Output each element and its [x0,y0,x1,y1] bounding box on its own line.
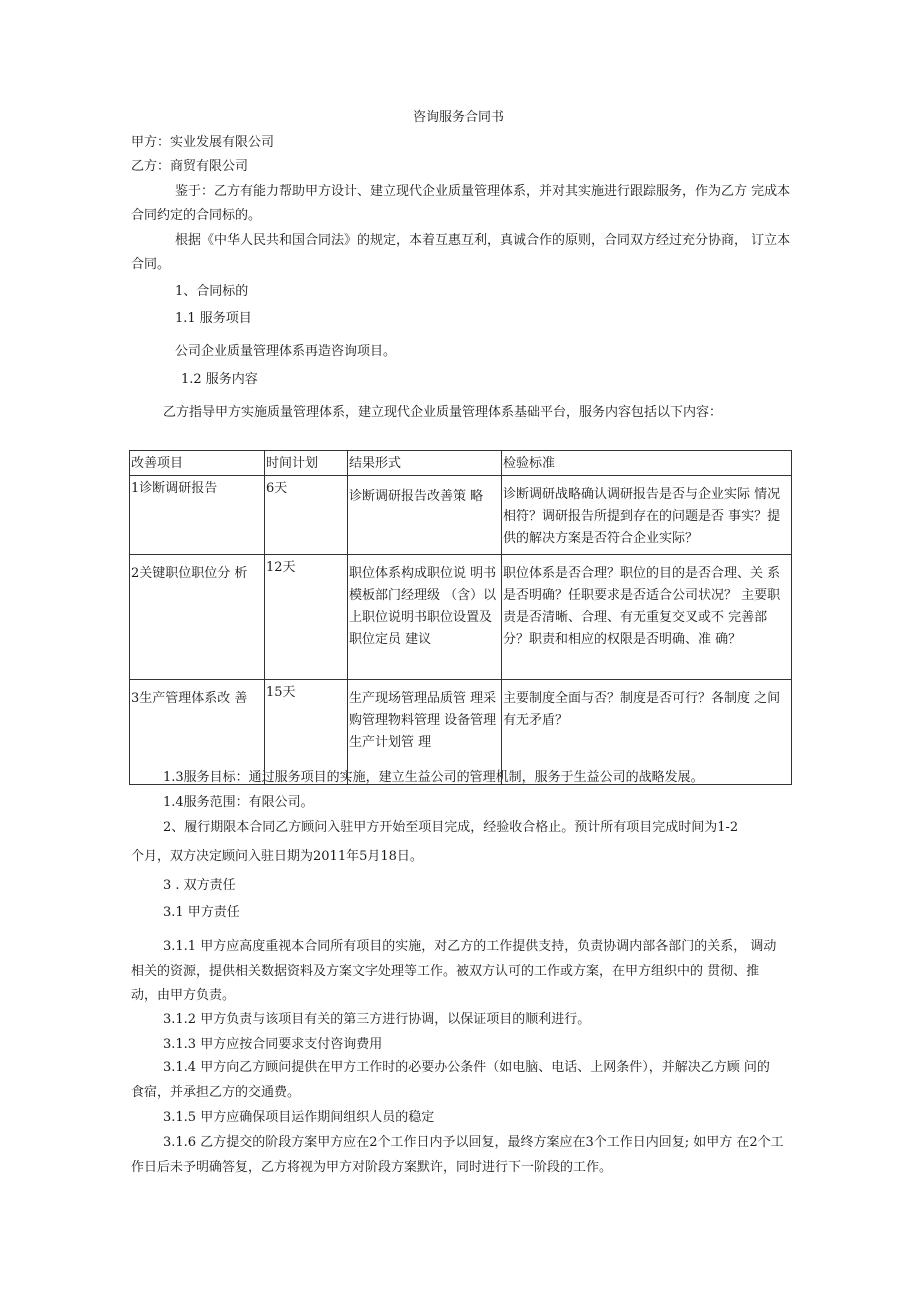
row-item: 2关键职位职位分 析 [130,555,265,680]
row-time: 12天 [265,555,348,680]
header-result: 结果形式 [348,451,502,476]
party-a-line: 甲方：实业发展有限公司 [131,135,275,150]
section-3-1-6-line-2: 作日后未予明确答复，乙方将视为甲方对阶段方案默许，同时进行下一阶段的工作。 [131,1160,613,1175]
section-2-line-2: 个月，双方决定顾问入驻日期为2011年5月18日。 [131,849,423,864]
section-3-1-4-line-2: 食宿，并承担乙方的交通费。 [131,1085,301,1100]
row-standard: 职位体系是否合理？职位的目的是否合理、关 系是否明确？任职要求是否适合公司状况？ 主要职责是否清晰、合理、有无重复交叉或不 完善部分？职责和相应的权限是否明确、准 确？ [502,555,792,680]
row-item: 1诊断调研报告 [130,476,265,555]
table-header-row [130,451,792,476]
intro-paragraph-1-line-2: 合同约定的合同标的。 [131,208,262,223]
intro-paragraph-2-line-1: 根据《中华人民共和国合同法》的规定，本着互惠互利，真诚合作的原则，合同双方经过充分协商， 订立本 [175,233,791,248]
row-standard: 主要制度全面与否？制度是否可行？各制度 之间有无矛盾？ [502,680,792,785]
section-3-1-heading: 3.1 甲方责任 [163,905,240,920]
section-1-4: 1.4服务范围：有限公司。 [163,795,314,810]
section-1-3: 1.3服务目标：通过服务项目的实施，建立生益公司的管理机制，服务于生益公司的战略发展。 [163,770,704,785]
intro-paragraph-1-line-1: 鉴于：乙方有能力帮助甲方设计、建立现代企业质量管理体系，并对其实施进行跟踪服务，作为乙方 完成本 [175,184,791,199]
row-standard: 诊断调研战略确认调研报告是否与企业实际 情况相符？调研报告所提到存在的问题是否 事实？提供的解决方案是否符合企业实际？ [502,476,792,555]
section-1-1-heading: 1.1 服务项目 [175,311,252,326]
row-time: 15天 [265,680,348,785]
section-3-1-5: 3.1.5 甲方应确保项目运作期间组织人员的稳定 [163,1110,435,1125]
service-table [129,450,792,785]
header-item: 改善项目 [130,451,265,476]
table-row [130,555,792,680]
section-3-1-6-line-1: 3.1.6 乙方提交的阶段方案甲方应在2个工作日内予以回复，最终方案应在3个工作日内回复; 如甲方 在2个工 [163,1135,784,1150]
section-3-1-3: 3.1.3 甲方应按合同要求支付咨询费用 [163,1037,383,1052]
section-1-2-heading: 1.2 服务内容 [181,372,258,387]
row-time: 6天 [265,476,348,555]
row-item: 3生产管理体系改 善 [130,680,265,785]
header-standard: 检验标准 [502,451,792,476]
section-3-1-1-line-3: 动，由甲方负责。 [131,988,236,1003]
row-result: 生产现场管理品质管 理采购管理物料管理 设备管理生产计划管 理 [348,680,502,785]
section-1-1-text: 公司企业质量管理体系再造咨询项目。 [175,344,397,359]
party-b-line: 乙方：商贸有限公司 [131,159,249,174]
header-time: 时间计划 [265,451,348,476]
section-3-1-4-line-1: 3.1.4 甲方向乙方顾问提供在甲方工作时的必要办公条件（如电脑、电话、上网条件），并解决乙方顾 问的 [163,1060,770,1075]
section-1-heading: 1、合同标的 [175,284,249,299]
section-2-line-1: 2、履行期限本合同乙方顾问入驻甲方开始至项目完成，经验收合格止。预计所有项目完成时间为1-2 [163,820,739,835]
page-title: 咨询服务合同书 [413,110,505,125]
section-3-1-1-line-1: 3.1.1 甲方应高度重视本合同所有项目的实施，对乙方的工作提供支持，负责协调内部各部门的关系， 调动 [163,939,777,954]
intro-paragraph-2-line-2: 合同。 [131,257,171,272]
section-3-heading: 3 . 双方责任 [163,878,236,893]
table-row [130,476,792,555]
row-result: 职位体系构成职位说 明书模板部门经理级 （含）以上职位说明书职位设置及职位定员 建议 [348,555,502,680]
row-result: 诊断调研报告改善策 略 [348,476,502,555]
section-1-2-text: 乙方指导甲方实施质量管理体系，建立现代企业质量管理体系基础平台，服务内容包括以下内容： [163,405,723,420]
section-3-1-1-line-2: 相关的资源，提供相关数据资料及方案文字处理等工作。被双方认可的工作或方案，在甲方组织中的 贯彻、推 [131,964,760,979]
section-3-1-2: 3.1.2 甲方负责与该项目有关的第三方进行协调，以保证项目的顺利进行。 [163,1012,591,1027]
